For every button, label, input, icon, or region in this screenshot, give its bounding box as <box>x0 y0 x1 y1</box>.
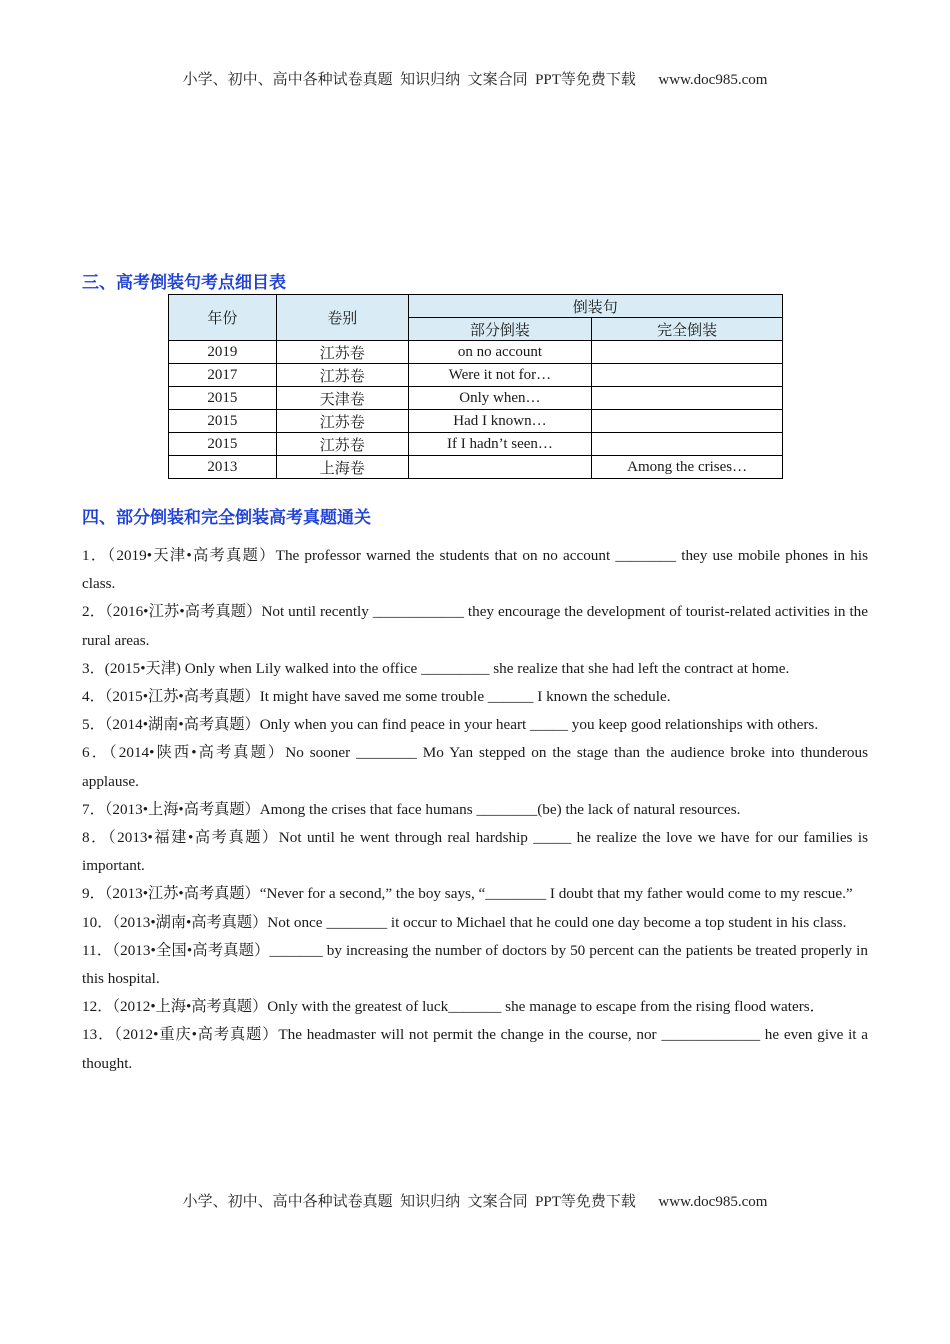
cell-full <box>592 364 783 387</box>
cell-full: Among the crises… <box>592 456 783 479</box>
cell-paper: 江苏卷 <box>276 433 408 456</box>
header-full: 完全倒装 <box>592 318 783 341</box>
cell-paper: 江苏卷 <box>276 364 408 387</box>
cell-paper: 上海卷 <box>276 456 408 479</box>
question-item: 3．(2015•天津) Only when Lily walked into the office _________ she realize that she had left the contract at home. <box>82 659 790 677</box>
question-item: 6．（2014•陕西•高考真题）No sooner ________ Mo Yan stepped on the stage than the audience broke into thunderous applause. <box>82 744 868 790</box>
section-3-title: 三、高考倒装句考点细目表 <box>82 273 286 293</box>
cell-paper: 江苏卷 <box>276 341 408 364</box>
section-4-title: 四、部分倒装和完全倒装高考真题通关 <box>82 508 371 528</box>
cell-partial: Had I known… <box>408 410 592 433</box>
cell-partial: If I hadn’t seen… <box>408 433 592 456</box>
page-footer: 小学、初中、高中各种试卷真题 知识归纳 文案合同 PPT等免费下载 www.doc985.com <box>182 1194 768 1210</box>
header-paper: 卷别 <box>276 295 408 341</box>
question-item: 12．（2012•上海•高考真题）Only with the greatest of luck_______ she manage to escape from the rising flood waters． <box>82 998 825 1016</box>
table-row <box>169 341 783 364</box>
cell-full <box>592 387 783 410</box>
cell-full <box>592 433 783 456</box>
cell-full <box>592 410 783 433</box>
cell-paper: 江苏卷 <box>276 410 408 433</box>
cell-partial: on no account <box>408 341 592 364</box>
question-item: 1．（2019•天津•高考真题）The professor warned the students that on no account ________ they use mobile phones in his class. <box>82 547 868 593</box>
question-item: 11．（2013•全国•高考真题）_______ by increasing the number of doctors by 50 percent can the patients be treated properly in this hospital. <box>82 941 868 988</box>
question-item: 13．（2012•重庆•高考真题）The headmaster will not permit the change in the course, nor _____________ he even give it a thought. <box>82 1026 868 1072</box>
table-row <box>169 387 783 410</box>
question-item: 2．（2016•江苏•高考真题）Not until recently ____________ they encourage the development of tourist-related activities in the rural areas. <box>82 603 868 649</box>
cell-full <box>592 341 783 364</box>
question-item: 5．（2014•湖南•高考真题）Only when you can find peace in your heart _____ you keep good relationships with others. <box>82 716 819 734</box>
cell-year: 2015 <box>169 387 277 410</box>
cell-year: 2015 <box>169 410 277 433</box>
cell-year: 2017 <box>169 364 277 387</box>
header-year: 年份 <box>169 295 277 341</box>
question-item: 8．（2013•福建•高考真题）Not until he went through real hardship _____ he realize the love we have for our families is important. <box>82 829 868 875</box>
table-row <box>169 456 783 479</box>
question-item: 9．（2013•江苏•高考真题）“Never for a second,” the boy says, “________ I doubt that my father would come to my rescue.” <box>82 885 853 903</box>
question-item: 7．（2013•上海•高考真题）Among the crises that face humans ________(be) the lack of natural resources. <box>82 800 741 818</box>
table-row <box>169 364 783 387</box>
cell-partial: Were it not for… <box>408 364 592 387</box>
cell-year: 2013 <box>169 456 277 479</box>
question-list <box>82 542 868 1078</box>
cell-year: 2015 <box>169 433 277 456</box>
question-item: 4．（2015•江苏•高考真题）It might have saved me some trouble ______ I known the schedule. <box>82 688 671 706</box>
cell-paper: 天津卷 <box>276 387 408 410</box>
cell-partial <box>408 456 592 479</box>
question-item: 10．（2013•湖南•高考真题）Not once ________ it occur to Michael that he could one day become a top student in his class. <box>82 913 847 931</box>
cell-year: 2019 <box>169 341 277 364</box>
header-partial: 部分倒装 <box>408 318 592 341</box>
table-row <box>169 410 783 433</box>
page-header: 小学、初中、高中各种试卷真题 知识归纳 文案合同 PPT等免费下载 www.doc985.com <box>182 72 768 88</box>
header-inversion: 倒装句 <box>408 295 782 318</box>
table-row <box>169 433 783 456</box>
cell-partial: Only when… <box>408 387 592 410</box>
inversion-table <box>168 294 783 479</box>
